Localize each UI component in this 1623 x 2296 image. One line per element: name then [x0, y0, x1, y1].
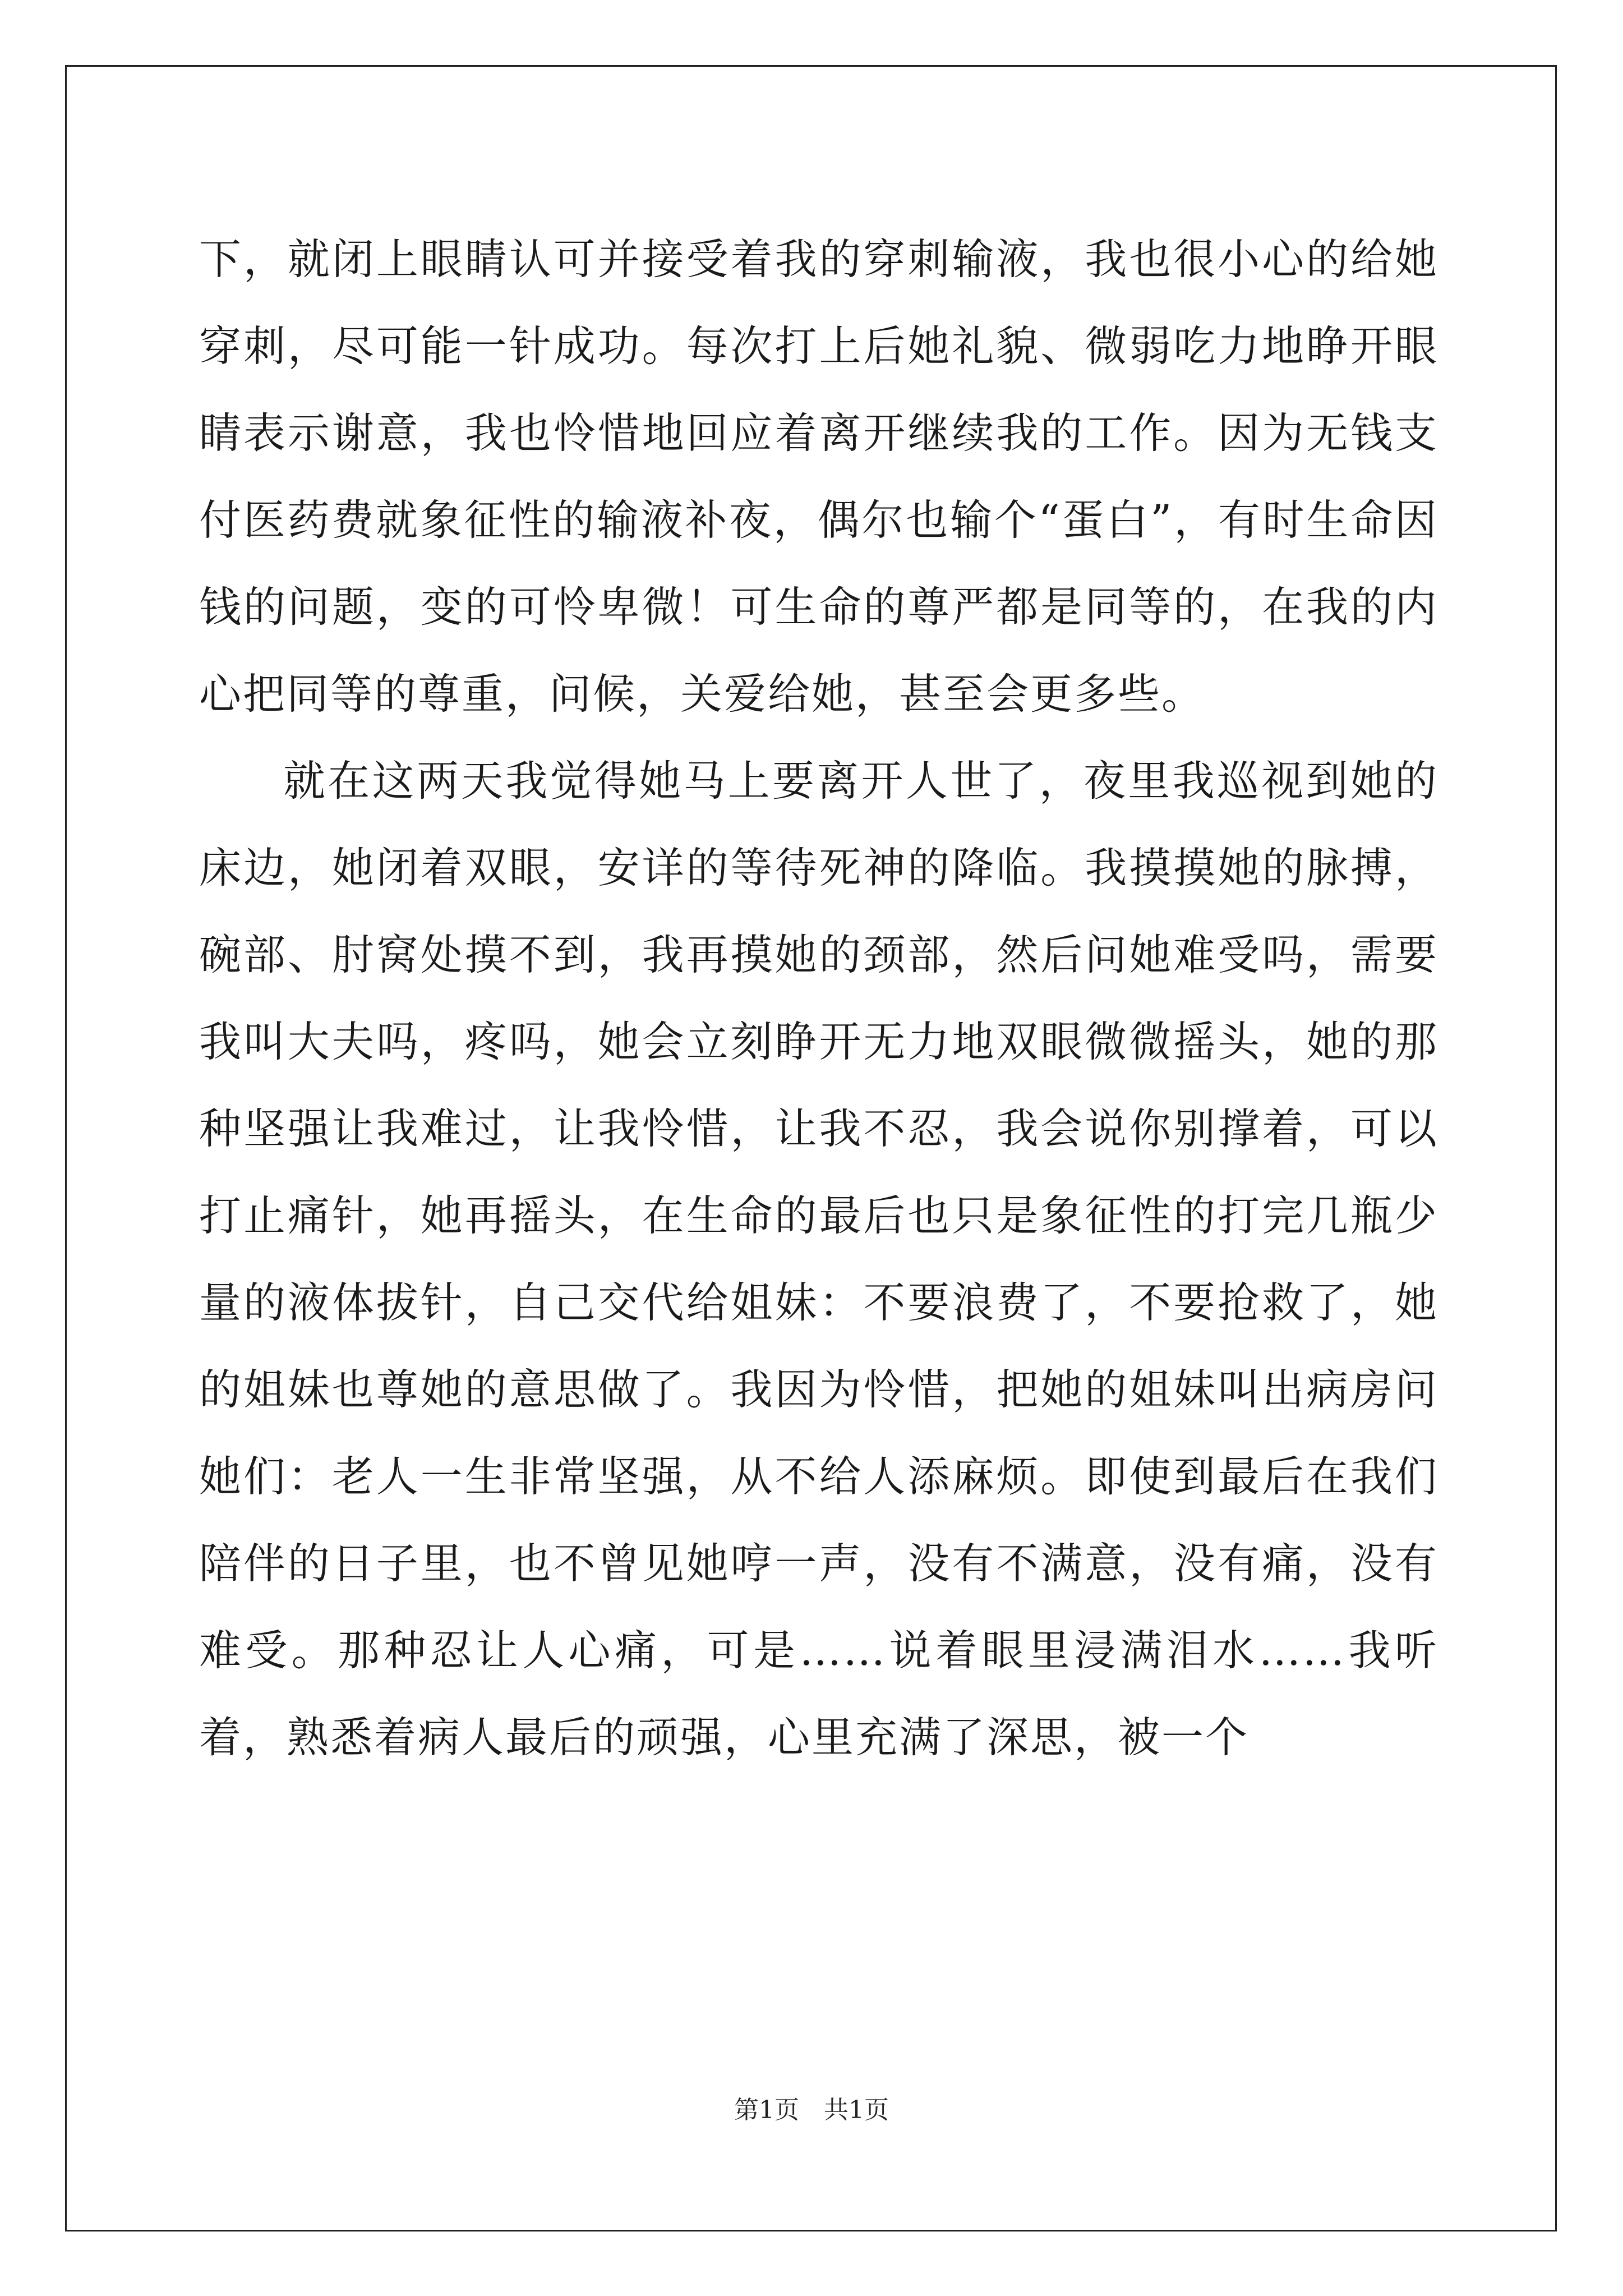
paragraph-2: 就在这两天我觉得她马上要离开人世了，夜里我巡视到她的床边，她闭着双眼，安详的等待死神的降临。我摸摸她的脉搏，碗部、肘窝处摸不到，我再摸她的颈部，然后问她难受吗，需要我叫大夫吗，疼吗，她会立刻睁开无力地双眼微微摇头，她的那种坚强让我难过，让我怜惜，让我不忍，我会说你别撑着，可以打止痛针，她再摇头，在生命的最后也只是象征性的打完几瓶少量的液体拔针，自己交代给姐妹：不要浪费了，不要抢救了，她的姐妹也尊她的意思做了。我因为怜惜，把她的姐妹叫出病房问她们：老人一生非常坚强，从不给人添麻烦。即使到最后在我们陪伴的日子里，也不曾见她哼一声，没有不满意，没有痛，没有难受。那种忍让人心痛，可是……说着眼里浸满泪水……我听着，熟悉着病人最后的顽强，心里充满了深思，被一个: [199, 756, 1438, 1762]
paragraph-1: 下，就闭上眼睛认可并接受着我的穿刺输液，我也很小心的给她穿刺，尽可能一针成功。每次打上后她礼貌、微弱吃力地睁开眼睛表示谢意，我也怜惜地回应着离开继续我的工作。因为无钱支付医药费就象征性的输液补夜，偶尔也输个“蛋白”，有时生命因钱的问题，变的可怜卑微！可生命的尊严都是同等的，在我的内心把同等的尊重，问候，关爱给她，甚至会更多些。: [199, 234, 1438, 719]
page-footer: 第1页 共1页: [734, 2096, 889, 2124]
document-body: [199, 216, 1438, 1781]
